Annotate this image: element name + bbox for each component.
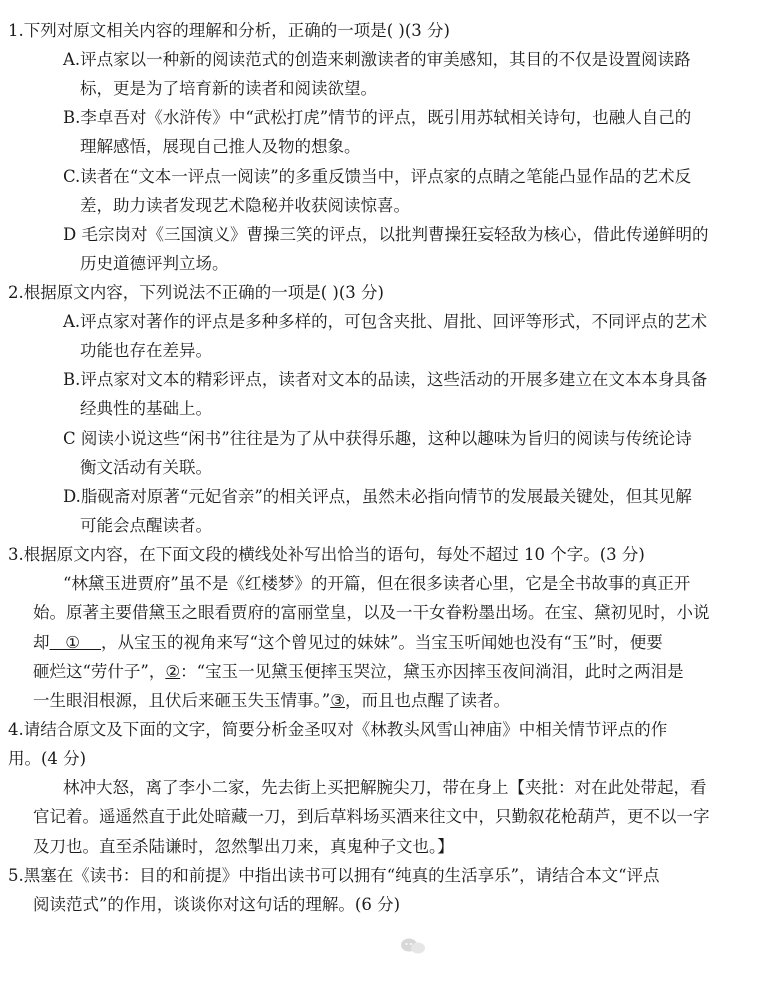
q1-option-c-cont: 差，助力读者发现艺术隐秘并收获阅读惊喜。	[80, 196, 410, 215]
q3-blank-1: ①	[49, 633, 102, 652]
q1-option-d-cont: 历史道德评判立场。	[80, 254, 229, 273]
q4-stem-cont: 用。(4 分)	[8, 749, 87, 768]
q3-passage-line	[33, 661, 684, 683]
q2-option-d-cont: 可能会点醒读者。	[80, 516, 212, 535]
q2-option-d: D.脂砚斋对原著“元妃省亲”的相关评点，虽然未必指向情节的发展最关键处，但其见解	[63, 487, 692, 506]
q1-option-a-cont: 标，更是为了培育新的读者和阅读欲望。	[80, 79, 377, 98]
q3-text: ，而且也点醒了读者。	[344, 691, 510, 710]
q3-text: 一生眼泪根源，且伏后来砸玉失玉情事。”	[33, 691, 331, 710]
q3-passage-line: “林黛玉进贾府”虽不是《红楼梦》的开篇，但在很多读者心里，它是全书故事的真正开	[63, 574, 691, 593]
q2-stem: 2.根据原文内容，下列说法不正确的一项是( )(3 分)	[8, 283, 384, 302]
q1-stem: 1.下列对原文相关内容的理解和分析，正确的一项是( )(3 分)	[8, 21, 450, 40]
q2-option-c: C 阅读小说这些“闲书”往往是为了从中获得乐趣，这种以趣味为旨归的阅读与传统论诗	[63, 429, 692, 448]
q2-option-a-cont: 功能也存在差异。	[80, 341, 212, 360]
q2-option-a: A.评点家对著作的评点是多种多样的，可包含夹批、眉批、回评等形式，不同评点的艺术	[63, 312, 708, 331]
watermark-logo-icon	[398, 936, 428, 956]
q1-option-c: C.读者在“文本一评点一阅读”的多重反馈当中，评点家的点睛之笔能凸显作品的艺术反	[63, 167, 692, 186]
q1-option-d: D 毛宗岗对《三国演义》曹操三笑的评点，以批判曹操狂妄轻敌为核心，借此传递鲜明的	[63, 225, 709, 244]
q2-option-b: B.评点家对文本的精彩评点，读者对文本的品读，这些活动的开展多建立在文本本身具备	[63, 370, 708, 389]
q3-passage-line: 始。原著主要借黛玉之眼看贾府的富丽堂皇，以及一干女眷粉墨出场。在宝、黛初见时，小说	[33, 603, 710, 622]
q4-passage-line: 及刀也。直至杀陆谦时，忽然掣出刀来，真鬼种子文也。】	[33, 837, 454, 856]
q3-blank-3: ③	[330, 691, 345, 710]
q4-passage-line: 林冲大怒，离了李小二家，先去街上买把解腕尖刀，带在身上【夹批：对在此处带起，看	[63, 778, 707, 797]
q3-text: 砸烂这“劳什子”，	[33, 662, 166, 681]
q3-text: ：“宝玉一见黛玉便摔玉哭泣，黛玉亦因摔玉夜间淌泪，此时之两泪是	[180, 662, 684, 681]
q3-text: ，从宝玉的视角来写“这个曾见过的妹妹”。当宝玉听闻她也没有“玉”时，便要	[101, 633, 663, 652]
q5-stem: 5.黑塞在《读书：目的和前提》中指出读书可以拥有“纯真的生活享乐”，请结合本文“评点	[8, 866, 660, 885]
q3-passage-line	[33, 690, 510, 712]
q5-stem-cont: 阅读范式”的作用，谈谈你对这句话的理解。(6 分)	[33, 895, 401, 914]
q1-option-a: A.评点家以一种新的阅读范式的创造来刺激读者的审美感知，其目的不仅是设置阅读路	[63, 50, 691, 69]
q3-text: 却	[33, 633, 50, 652]
q4-stem: 4.请结合原文及下面的文字，简要分析金圣叹对《林教头风雪山神庙》中相关情节评点的作	[8, 720, 668, 739]
q1-option-b: B.李卓吾对《水浒传》中“武松打虎”情节的评点，既引用苏轼相关诗句，也融人自己的	[63, 108, 692, 127]
q3-blank-2: ②	[165, 662, 181, 681]
q2-option-c-cont: 衡文活动有关联。	[80, 458, 212, 477]
q1-option-b-cont: 理解感悟，展现自己推人及物的想象。	[80, 137, 361, 156]
q3-passage-line	[33, 632, 663, 654]
q4-passage-line: 官记着。遥遥然直于此处暗藏一刀，到后草料场买酒来往文中，只勤叙花枪葫芦，更不以一字	[33, 807, 710, 826]
q2-option-b-cont: 经典性的基础上。	[80, 399, 212, 418]
q3-stem: 3.根据原文内容，在下面文段的横线处补写出恰当的语句，每处不超过 10 个字。(3 分)	[8, 545, 645, 564]
